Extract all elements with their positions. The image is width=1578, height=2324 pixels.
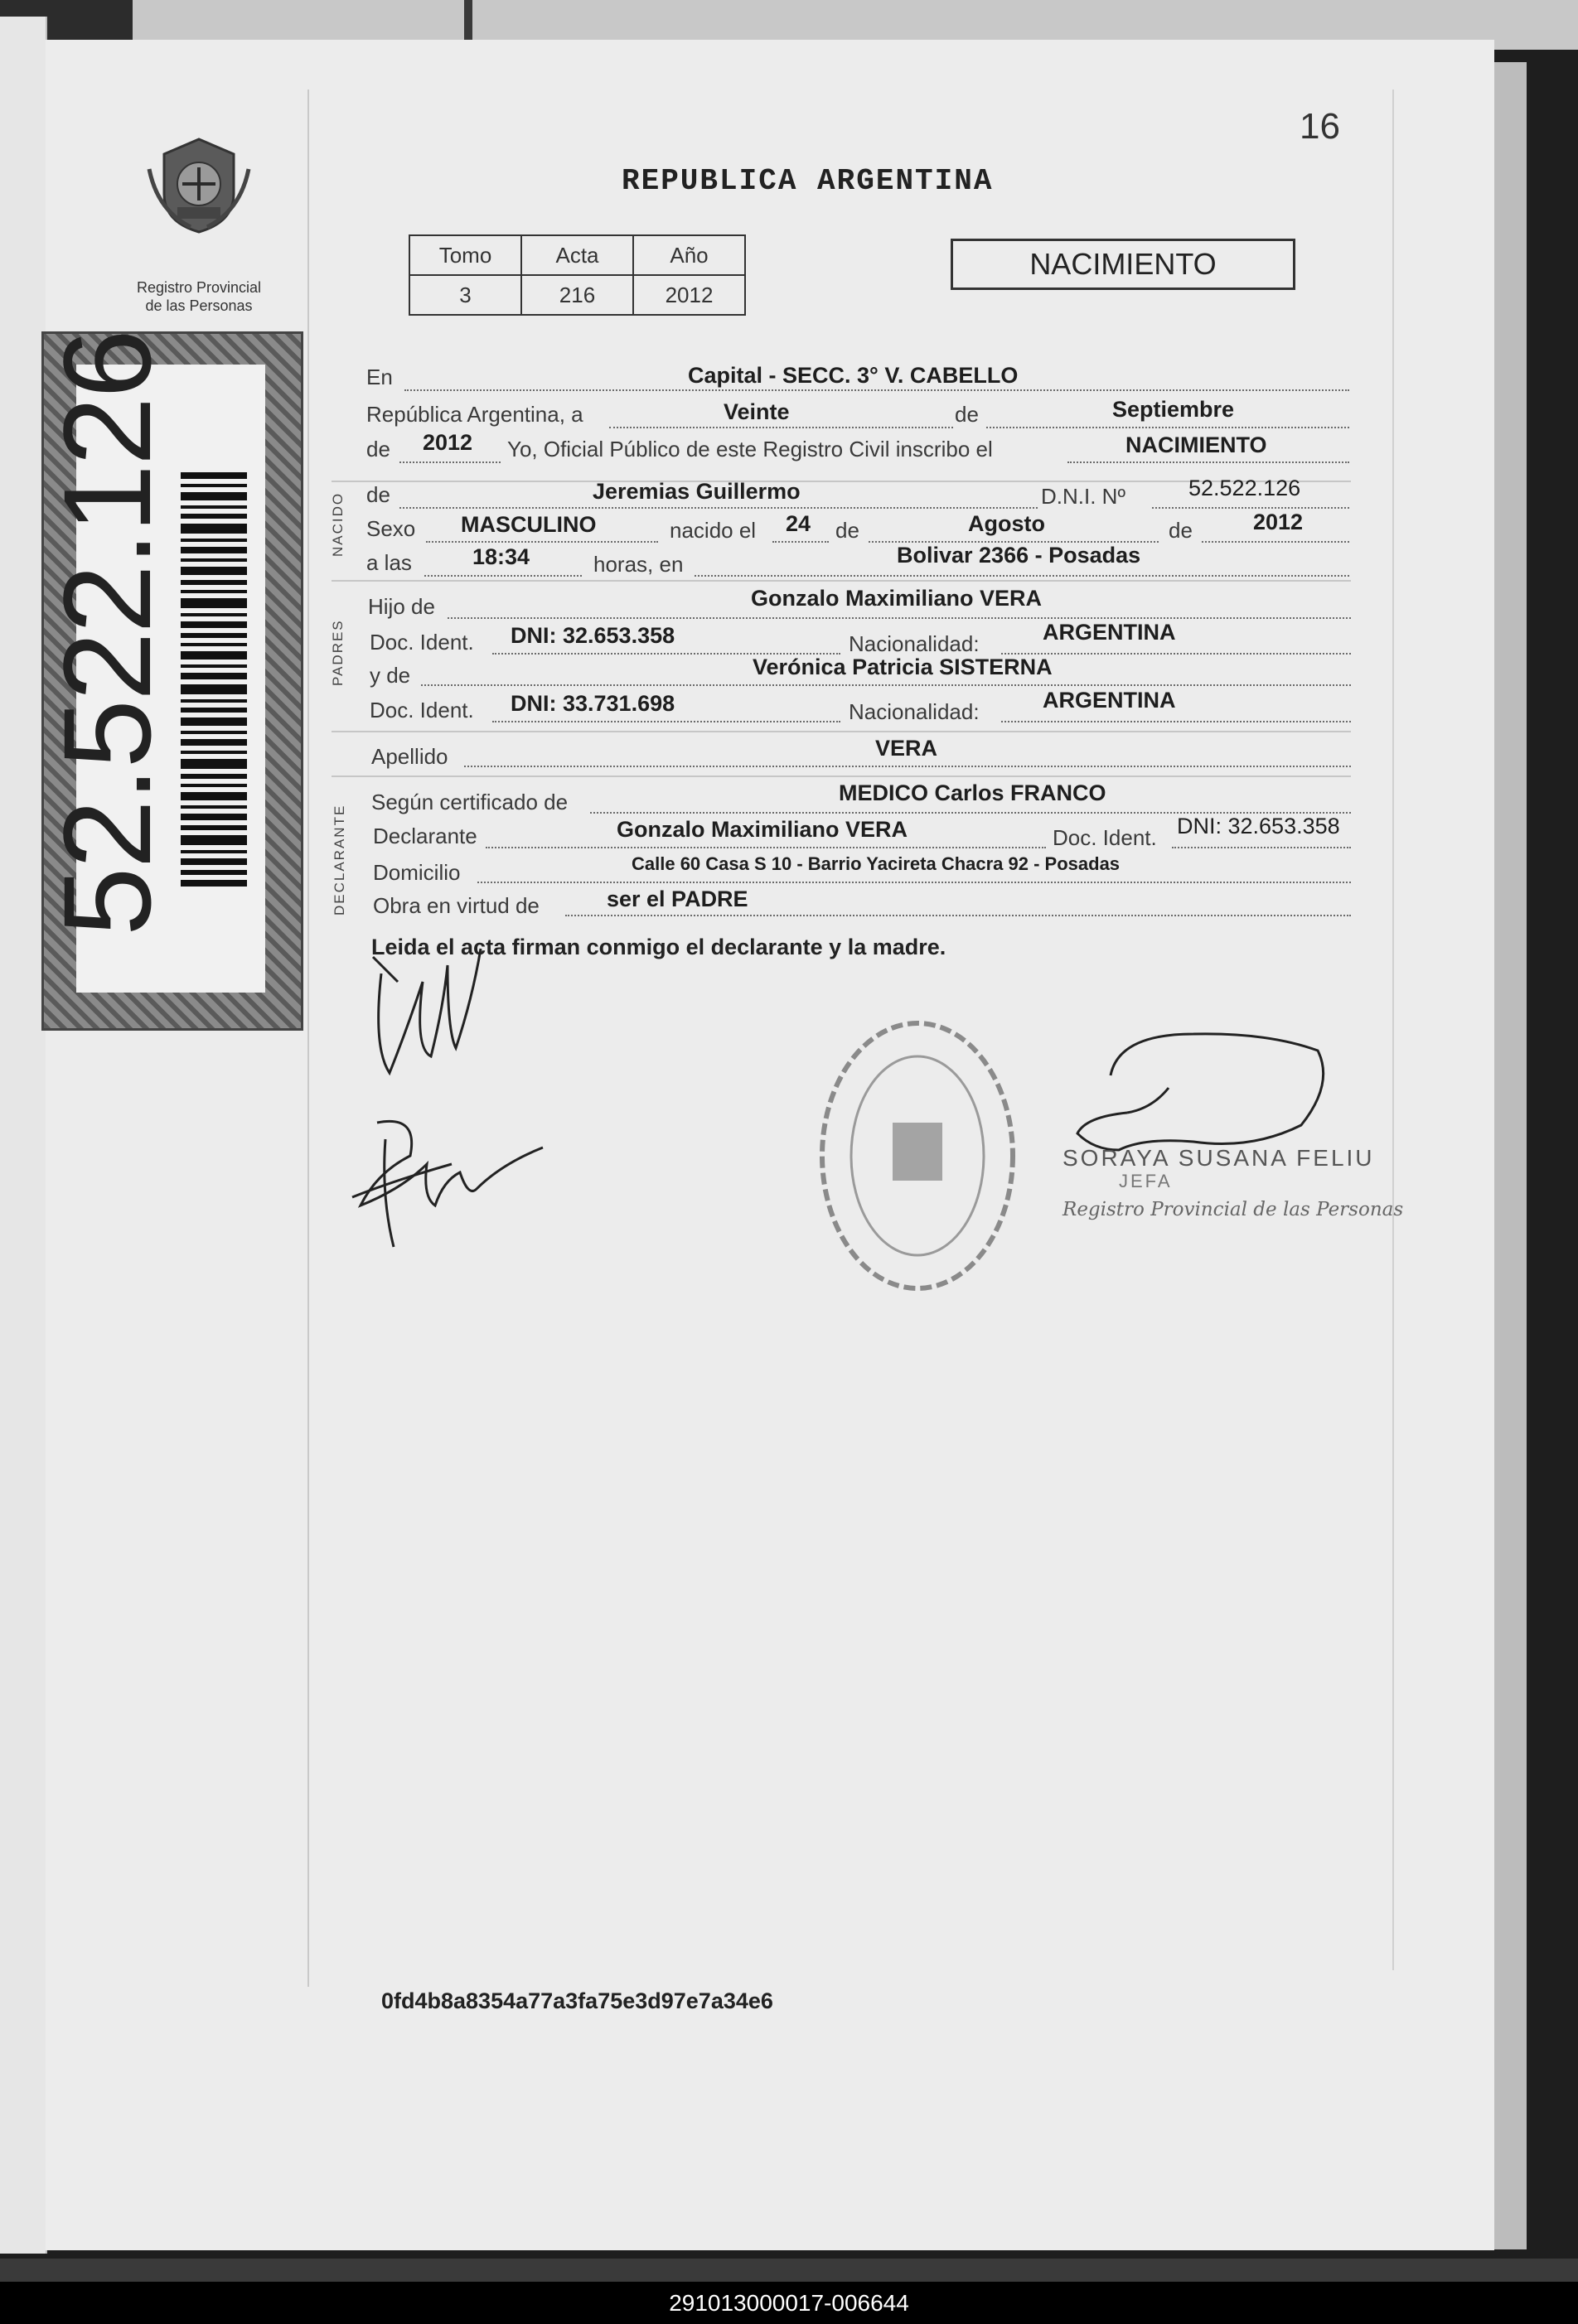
registry-header-acta: Acta xyxy=(521,235,633,275)
logo-caption-line2: de las Personas xyxy=(145,297,253,314)
record-type-box: NACIMIENTO xyxy=(951,239,1295,290)
mother-doc: DNI: 33.731.698 xyxy=(511,691,675,716)
footer-id: 291013000017-006644 xyxy=(0,2282,1578,2324)
month-value: Septiembre xyxy=(1112,397,1235,422)
section-separator xyxy=(332,580,1351,582)
nacido-label: nacido el xyxy=(670,518,757,543)
surname-value: VERA xyxy=(875,736,938,761)
hijo-label: Hijo de xyxy=(368,594,435,619)
dotted-line xyxy=(772,541,829,543)
declarante-doc-label: Doc. Ident. xyxy=(1053,825,1157,850)
dotted-line xyxy=(404,389,1349,391)
address-value: Calle 60 Casa S 10 - Barrio Yacireta Chacra 92 - Posadas xyxy=(632,853,1121,874)
dotted-line xyxy=(421,684,1351,686)
father-nationality: ARGENTINA xyxy=(1043,620,1176,645)
dotted-line xyxy=(399,461,501,463)
birth-time: 18:34 xyxy=(472,544,530,569)
nacionalidad-label-2: Nacionalidad: xyxy=(849,699,980,724)
logo-caption-line1: Registro Provincial xyxy=(136,279,262,296)
official-title: JEFA xyxy=(1119,1171,1173,1191)
nacionalidad-label: Nacionalidad: xyxy=(849,631,980,656)
en-label: En xyxy=(366,365,393,389)
right-book-edge xyxy=(1492,62,1527,2249)
declarante-label: Declarante xyxy=(373,824,477,848)
birth-day: 24 xyxy=(786,511,811,536)
inscribe-label: Yo, Oficial Público de este Registro Civil inscribo el xyxy=(507,437,993,461)
dotted-line xyxy=(1067,461,1349,463)
day-value: Veinte xyxy=(724,399,790,424)
official-office: Registro Provincial de las Personas xyxy=(1062,1199,1404,1220)
sex-value: MASCULINO xyxy=(461,512,597,537)
certificado-label: Según certificado de xyxy=(371,790,569,814)
dotted-line xyxy=(1001,653,1351,655)
registry-seal-icon xyxy=(141,136,257,235)
dotted-line xyxy=(986,427,1349,428)
place-of-record: Capital - SECC. 3° V. CABELLO xyxy=(688,363,1019,388)
mother-name: Verónica Patricia SISTERNA xyxy=(753,655,1053,679)
alas-label: a las xyxy=(366,550,412,575)
doc-ident-label-2: Doc. Ident. xyxy=(370,698,474,722)
birth-month: Agosto xyxy=(968,511,1045,536)
obra-label: Obra en virtud de xyxy=(373,893,540,918)
logo-caption xyxy=(116,278,282,315)
side-label-padres: PADRES xyxy=(330,619,346,686)
dotted-line xyxy=(399,507,1038,509)
domicilio-label: Domicilio xyxy=(373,860,461,885)
de-label-birth: de xyxy=(835,518,859,543)
left-margin-line xyxy=(307,89,309,1987)
capacity-value: ser el PADRE xyxy=(607,887,748,911)
de-label: de xyxy=(955,402,979,427)
dotted-line xyxy=(486,847,1046,848)
official-stamp-icon xyxy=(816,1015,1019,1297)
right-margin-line xyxy=(1392,89,1394,1970)
dotted-line xyxy=(1001,721,1351,722)
registry-value-acta: 216 xyxy=(521,275,633,315)
side-label-declarante: DECLARANTE xyxy=(332,804,347,916)
doc-ident-label: Doc. Ident. xyxy=(370,630,474,655)
mother-signature-icon xyxy=(344,1106,551,1255)
page-number: 16 xyxy=(1300,106,1340,147)
registry-header-anio: Año xyxy=(633,235,745,275)
declarant-doc: DNI: 32.653.358 xyxy=(1177,814,1340,838)
official-name: SORAYA SUSANA FELIU xyxy=(1062,1145,1375,1171)
country-title: REPUBLICA ARGENTINA xyxy=(622,164,994,198)
de-label-birth-year: de xyxy=(1169,518,1193,543)
registry-table xyxy=(409,234,746,316)
side-label-nacido: NACIDO xyxy=(330,491,346,557)
dotted-line xyxy=(492,721,840,722)
dotted-line xyxy=(477,882,1351,883)
dotted-line xyxy=(1172,847,1351,848)
section-separator xyxy=(332,731,1351,732)
registry-header-tomo: Tomo xyxy=(409,235,521,275)
child-name: Jeremias Guillermo xyxy=(593,479,801,504)
horas-label: horas, en xyxy=(593,552,684,577)
dotted-line xyxy=(1152,507,1349,509)
dni-label: D.N.I. Nº xyxy=(1041,484,1125,509)
father-doc: DNI: 32.653.358 xyxy=(511,623,675,648)
dotted-line xyxy=(1202,541,1349,543)
year-value: 2012 xyxy=(423,430,473,455)
dotted-line xyxy=(565,915,1351,916)
apellido-label: Apellido xyxy=(371,744,448,769)
dotted-line xyxy=(695,575,1349,577)
de-label-name: de xyxy=(366,482,390,507)
act-type-value: NACIMIENTO xyxy=(1125,432,1267,457)
certificate-issuer: MEDICO Carlos FRANCO xyxy=(839,780,1106,805)
closing-statement: Leida el acta firman conmigo el declarante y la madre. xyxy=(371,935,946,959)
registry-value-tomo: 3 xyxy=(409,275,521,315)
birth-place: Bolivar 2366 - Posadas xyxy=(897,543,1141,568)
dotted-line xyxy=(464,766,1351,767)
registry-value-anio: 2012 xyxy=(633,275,745,315)
document-hash: 0fd4b8a8354a77a3fa75e3d97e7a34e6 xyxy=(381,1988,773,2013)
registry-header-row xyxy=(409,235,745,275)
dotted-line xyxy=(426,541,658,543)
dotted-line xyxy=(448,617,1351,619)
child-dni: 52.522.126 xyxy=(1188,476,1301,500)
dotted-line xyxy=(424,575,582,577)
registry-value-row xyxy=(409,275,745,315)
de-label-year: de xyxy=(366,437,390,461)
father-name: Gonzalo Maximiliano VERA xyxy=(751,586,1043,611)
birth-year: 2012 xyxy=(1253,510,1304,534)
sexo-label: Sexo xyxy=(366,516,416,541)
section-separator xyxy=(332,775,1351,777)
declarant-name: Gonzalo Maximiliano VERA xyxy=(617,817,908,842)
mother-nationality: ARGENTINA xyxy=(1043,688,1176,713)
dotted-line xyxy=(609,427,953,428)
barcode-icon xyxy=(181,472,247,887)
republica-label: República Argentina, a xyxy=(366,402,583,427)
id-number-vertical: 52.522.126 xyxy=(37,331,177,936)
declarant-signature-icon xyxy=(365,932,497,1081)
bottom-background-band xyxy=(0,2259,1578,2282)
yde-label: y de xyxy=(370,663,411,688)
